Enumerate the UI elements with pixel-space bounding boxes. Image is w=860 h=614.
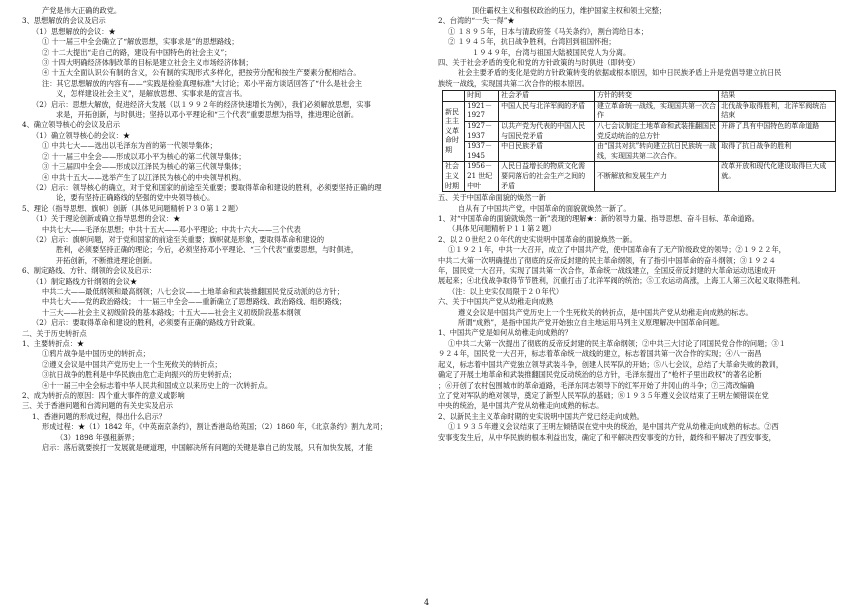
- text-line: 三、关于香港问题和台湾问题的有关史实及启示: [22, 401, 173, 411]
- text-line: 2、台湾的“一失一得”★: [438, 16, 515, 26]
- text-line: （2）启示：思想大解放，促进经济大发展（以１９９２年的经济快速增长为例），我们必须解放思想，实事: [32, 99, 371, 109]
- text-line: 起义，标志着中国共产党独立领导武装斗争，创建人民军队的开始；⑤八七会议，总结了大革命失败的教训，: [438, 359, 784, 369]
- right-column-top-text: [438, 6, 842, 89]
- text-line: 胜利，必须要坚持正确的理论；今后，必须坚持邓小平理论、“三个代表”重要思想，与时俱进，: [56, 245, 359, 255]
- text-line: 中共二大——最低纲领和最高纲领；八七会议——土地革命和武装推翻国民党反动派的总方针；: [42, 286, 344, 296]
- text-line: 立了党对军队的绝对领导，奠定了新型人民军队的基础；⑧１９３５年遵义会议结束了王明左倾错误在党: [438, 390, 769, 400]
- text-line: （具体见问题精析Ｐ１１第２题）: [448, 224, 556, 234]
- table-row: [443, 101, 836, 121]
- table-cell-time: 1927－1937: [465, 122, 499, 142]
- text-line: 求是，开拓创新，与时俱进；坚持以邓小平理论和“三个代表”重要思想为指导，推进理论创新。: [56, 110, 359, 120]
- text-line: 2、成为转折点的原因：四个重大事件的意义或影响: [22, 391, 185, 401]
- text-line: 2、以２０世纪２０年代的史实说明中国革命的面貌焕然一新。: [438, 234, 637, 244]
- left-column: [22, 6, 422, 453]
- text-line: ② １９４５年，抗日战争胜利，台湾回到祖国怀抱；: [448, 37, 616, 47]
- text-line: 义，怎样建设社会主义”，是解放思想、实事求是的宣言书。: [56, 89, 247, 99]
- text-line: ①１９２１年，中共一大召开，成立了中国共产党，使中国革命有了无产阶级政党的领导；②１９２２年，: [448, 245, 786, 255]
- table-cell-policy: 建立革命统一战线，实现国共第一次合作: [594, 101, 718, 121]
- text-line: ③ 十四大明确经济体制改革的目标是建立社会主义市场经济体制；: [42, 58, 253, 68]
- text-line: １９４９年，台湾与祖国大陆被国民党人为分离。: [472, 47, 631, 57]
- table-cell-policy: 八七会议制定土地革命和武装推翻国民党反动统治的总方针: [594, 122, 718, 142]
- text-line: （1）思想解放的会议：★: [32, 26, 116, 36]
- right-column: [438, 6, 842, 443]
- text-line: 遵义会议是中国共产党历史上一个生死攸关的转折点，是中国共产党从幼稚走向成熟的标志。: [458, 307, 753, 317]
- table-row: [443, 162, 836, 192]
- text-line: ① １８９５年，日本与清政府签《马关条约》，割台湾给日本；: [448, 26, 648, 36]
- text-line: 安事变发生后，从中华民族的根本利益出发，确定了和平解决西安事变的方针，最终和平解决了西安事变，: [438, 432, 776, 442]
- text-line: （3）1898 年强租新界；: [56, 432, 139, 442]
- text-line: 论，要有坚持正确路线的坚强的党中央领导核心。: [56, 193, 215, 203]
- text-line: ②遵义会议是中国共产党历史上一个生死攸关的转折点；: [42, 359, 222, 369]
- text-line: 族统一战线，实现国共第二次合作的根本原因。: [438, 78, 589, 88]
- text-line: 注：其它思想解放的内容有——“实践是检验真理标准”大讨论；邓小平南方谈话回答了“什么是社会主: [42, 78, 363, 88]
- table-cell-policy: 由“国共对抗”转向建立抗日民族统一战线，实现国共第二次合作。: [594, 142, 718, 162]
- text-line: （1）制定路线方针纲领的会议★: [32, 276, 138, 286]
- text-line: （2）启示：旗帜问题，对于党和国家的前途至关重要；旗帜就是形象，要取得革命和建设的: [32, 234, 325, 244]
- text-line: 中共七大——党的政治路线； 十一届三中全会——重新确立了思想路线、政治路线、组织路线；: [42, 297, 347, 307]
- table-cell-result: 取得了抗日战争的胜利: [719, 142, 836, 162]
- text-line: ①鸦片战争是中国历史的转折点；: [42, 349, 150, 359]
- table-cell-result: 北伐战争取得胜利，北洋军阀统治结束: [719, 101, 836, 121]
- text-line: ③抗日战争的胜利是中华民族由危亡走向振兴的历史转折点；: [42, 370, 237, 380]
- text-line: 中共七大——毛泽东思想；中共十五大——邓小平理论；中共十六大——三个代表: [42, 224, 301, 234]
- text-line: ② 十一届三中全会——形成以邓小平为核心的第二代领导集体；: [42, 151, 246, 161]
- text-line: 二、关于历史转折点: [22, 328, 87, 338]
- text-line: ④十一届三中全会标志着中华人民共和国成立以来历史上的一次转折点。: [42, 380, 273, 390]
- text-line: ；⑥开创了农村包围城市的革命道路，毛泽东同志领导下的红军开始了井冈山的斗争；⑦三湾改编确: [438, 380, 755, 390]
- text-line: ② 十二大提出“走自己的路，建设有中国特色的社会主义”；: [42, 47, 232, 57]
- text-line: 1、香港问题的形成过程，得出什么启示？: [32, 411, 166, 421]
- text-line: （1）关于理论创新或确立指导思想的会议：★: [32, 214, 181, 224]
- text-line: 2、以新民主主义革命时期的史实说明中国共产党已经走向成熟。: [438, 411, 644, 421]
- text-line: 启示：落后就要挨打一发展就是硬道理，中国解决所有问题的关键是靠自己的发展，只有加快发展，才能: [42, 443, 373, 453]
- text-line: 六、关于中国共产党从幼稚走向成熟: [438, 297, 554, 307]
- table-cell-period: 新民主主义革命时期: [443, 101, 465, 162]
- table-header-cell: 方针的转变: [594, 91, 718, 102]
- text-line: 社会主要矛盾的变化是党的方针政策转变的依据或根本原因，如中日民族矛盾上升是党倡导建立抗日民: [458, 68, 782, 78]
- text-line: ③ 十三届四中全会——形成以江泽民为核心的第三代领导集体；: [42, 162, 246, 172]
- text-line: 所谓“成熟”，是指中国共产党开始独立自主地运用马列主义原理解决中国革命问题。: [458, 318, 725, 328]
- text-line: ① 十一届三中全会确立了“解放思想，实事求是”的思想路线；: [42, 37, 239, 47]
- text-line: 6、制定路线、方针、纲领的会议及启示：: [22, 266, 156, 276]
- table-cell-time: 1956－21 世纪中叶: [465, 162, 499, 192]
- text-line: 3、思想解放的会议及启示: [22, 16, 106, 26]
- text-line: （2）启示：领导核心的确立，对于党和国家的前途至关重要；要取得革命和建设的胜利，必须要坚持正确的理: [32, 182, 382, 192]
- text-line: 自从有了中国共产党，中国革命的面貌就焕然一新了。: [458, 203, 631, 213]
- text-line: 确定了开展土地革命和武装推翻国民党反动统治的总方针，毛泽东提出了“枪杆子里出政权”的著名论断: [438, 370, 762, 380]
- page-number: 4: [424, 598, 430, 607]
- table-cell-policy: 不断解放和发展生产力: [594, 162, 718, 192]
- table-cell-contradiction: 人民日益增长的物质文化需要同落后的社会生产之间的矛盾: [499, 162, 595, 192]
- text-line: 产党是伟大正确的政党。: [42, 6, 122, 15]
- table-row: [443, 122, 836, 142]
- text-line: 开拓创新，不断推进理论创新。: [56, 255, 157, 265]
- table-header-cell: 社会矛盾: [499, 91, 595, 102]
- text-line: ④ 十五大全面认识公有制的含义，公有制的实现形式多样化，把按劳分配和按生产要素分配相结合。: [42, 68, 361, 78]
- text-line: 中央的统治，是中国共产党从幼稚走向成熟的标志。: [438, 401, 604, 411]
- text-line: 展起来；④北伐战争取得节节胜利，沉重打击了北洋军阀的统治；⑤工农运动高涨，上海工人第三次起义取得胜利。: [438, 276, 805, 286]
- text-line: 顶住霸权主义和强权政治的压力，维护国家主权和领土完整；: [472, 6, 667, 15]
- table-cell-contradiction: 中日民族矛盾: [499, 142, 595, 162]
- text-line: （2）启示：要取得革命和建设的胜利，必须要有正确的路线方针政策。: [32, 318, 260, 328]
- text-line: （1）确立领导核心的会议：★: [32, 130, 131, 140]
- table-cell-result: 改革开放和现代化建设取得巨大成就。: [719, 162, 836, 192]
- text-line: 1、主要转折点：★: [22, 339, 85, 348]
- text-line: ９２４年，国民党一大召开，标志着革命统一战线的建立，标志着国共第一次合作的实现；④八一南昌: [438, 349, 762, 359]
- table-row: [443, 142, 836, 162]
- table-header-cell: 结果: [719, 91, 836, 102]
- text-line: ④ 中共十五大——选举产生了以江泽民为核心的中央领导机构。: [42, 172, 246, 182]
- text-line: 1、对“中国革命的面貌就焕然一新”表现的理解★：新的领导力量、指导思想、奋斗目标、革命道路。: [438, 214, 759, 223]
- text-line: 5、理论（指导思想、旗帜）创新（具体见问题精析Ｐ３０第１２题）: [22, 203, 243, 213]
- table-header-row: [443, 91, 836, 102]
- text-line: ①１９３５年遵义会议结束了王明左倾错误在党中央的统治，是中国共产党从幼稚走向成熟的标志。②西: [448, 422, 779, 432]
- text-line: 形成过程：★（1）1842 年，《中英南京条约》，割让香港岛给英国；（2）1860 年，《北京条约》割九龙司；: [42, 422, 387, 432]
- text-line: 中共二大第一次明确提出了彻底的反帝反封建的民主革命纲领，有了指引中国革命的奋斗纲领；③１９２４: [438, 255, 776, 265]
- text-line: 十三大——社会主义初级阶段的基本路线；十五大——社会主义初级阶段基本纲领: [42, 307, 301, 317]
- right-column-bottom-text: [438, 193, 842, 443]
- text-line: （注：以上史实仅局限于２０年代）: [448, 286, 564, 296]
- text-line: 四、关于社会矛盾的变化和党的方针政策的与时俱进（即转变）: [438, 58, 640, 68]
- text-line: 五、关于中国革命面貌的焕然一新: [438, 193, 546, 203]
- text-line: 4、确立领导核心的会议及启示: [22, 120, 121, 130]
- table-cell-result: 开辟了具有中国特色的革命道路: [719, 122, 836, 142]
- table-cell-period: 社会主义时期: [443, 162, 465, 192]
- table-cell-contradiction: 中国人民与北洋军阀的矛盾: [499, 101, 595, 121]
- table-cell-time: 1921－1927: [465, 101, 499, 121]
- text-line: 年，国民党一大召开，实现了国共第一次合作，革命统一战线建立，全国反帝反封建的大革命运动迅速成开: [438, 266, 776, 276]
- table-cell-contradiction: 以共产党为代表的中国人民与国民党矛盾: [499, 122, 595, 142]
- text-line: ① 中共七大——选出以毛泽东为首的第一代领导集体；: [42, 141, 217, 151]
- text-line: ①中共二大第一次提出了彻底的反帝反封建的民主革命纲领；②中共三大讨论了同国民党合作的问题；③１: [448, 338, 786, 348]
- contradiction-policy-table: [442, 90, 836, 192]
- table-header-cell: [443, 91, 465, 102]
- text-line: 1、中国共产党是如何从幼稚走向成熟的？: [438, 328, 572, 338]
- table-cell-time: 1937－1945: [465, 142, 499, 162]
- table-header-cell: 时间: [465, 91, 499, 102]
